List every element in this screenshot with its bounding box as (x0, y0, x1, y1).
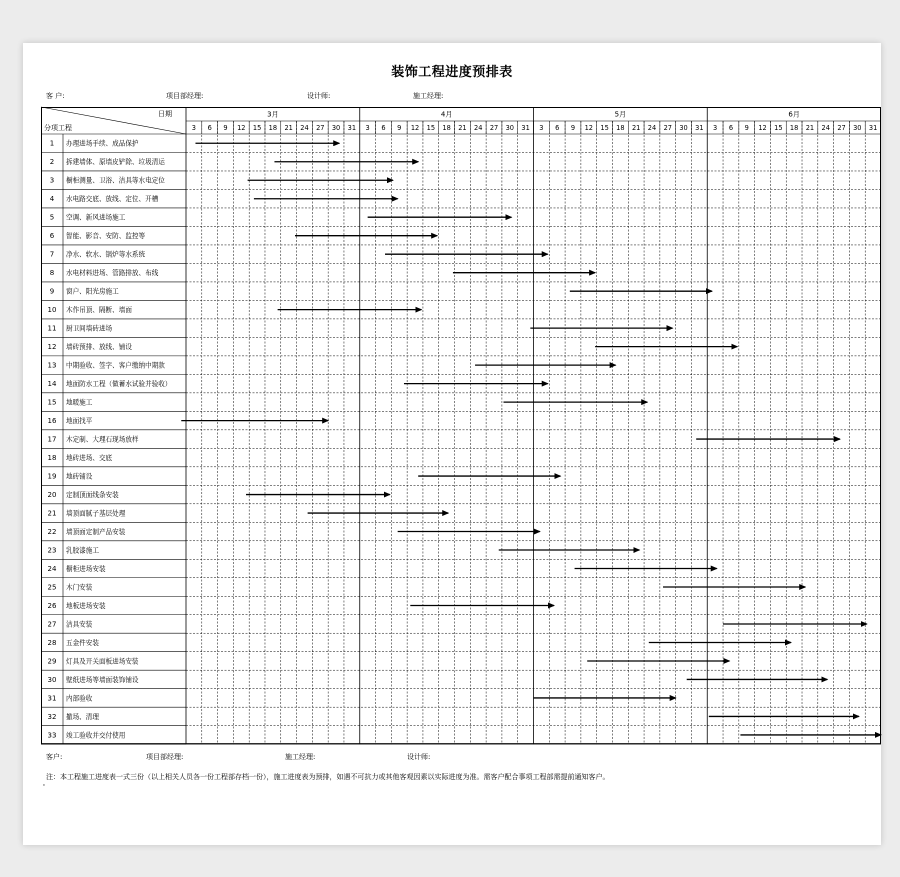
task-number: 2 (49, 158, 55, 167)
task-name: 橱柜进场安装 (66, 565, 106, 574)
footnote: 注：本工程施工进度表一式三份（以上相关人员各一份工程部存档一份），施工进度表为预排，如遇不可抗力或其他客观因素以实际进度为准。需客户配合事项工程部需提前通知客户。 (46, 773, 610, 781)
task-name: 中期验收、签字、客户缴纳中期款 (66, 361, 165, 370)
day-label: 24 (474, 124, 483, 132)
task-name: 墙顶面腻子基层处理 (66, 509, 126, 518)
task-name: 地砖铺设 (66, 472, 93, 481)
day-label: 31 (695, 124, 704, 132)
task-number: 10 (47, 306, 57, 315)
task-name: 木门安装 (66, 583, 93, 592)
month-label: 4月 (440, 110, 453, 119)
task-number: 8 (49, 269, 55, 278)
day-label: 30 (679, 124, 688, 132)
task-number: 24 (47, 565, 57, 574)
task-number: 14 (47, 380, 57, 389)
day-label: 18 (616, 124, 625, 132)
task-name: 木定制、大理石现场放样 (66, 435, 139, 444)
month-label: 3月 (267, 110, 279, 119)
month-label: 6月 (788, 110, 800, 119)
footer-customer-label: 客户: (46, 753, 63, 761)
task-number: 19 (47, 472, 57, 481)
task-name: 地板进场安装 (66, 601, 106, 610)
task-number: 13 (47, 361, 57, 370)
task-name: 墙顶面定制产品安装 (66, 528, 126, 537)
day-label: 18 (442, 124, 451, 132)
day-label: 6 (207, 124, 212, 132)
task-number: 12 (47, 343, 57, 352)
task-number: 6 (49, 232, 55, 241)
header-customer-label: 客 户: (46, 92, 65, 100)
task-name: 洁具安装 (66, 620, 93, 629)
day-label: 6 (728, 124, 734, 132)
task-number: 31 (47, 694, 57, 703)
task-number: 22 (47, 528, 57, 537)
task-number: 17 (47, 435, 57, 444)
day-label: 30 (331, 124, 341, 132)
task-name: 橱柜测量、卫浴、洁具等水电定位 (66, 176, 165, 185)
task-name: 五金件安装 (66, 638, 99, 647)
month-label: 5月 (614, 110, 627, 119)
task-name: 水电路交底、放线、定位、开槽 (66, 195, 159, 204)
task-number: 9 (49, 287, 55, 296)
task-name: 净水、软水、锅炉等水系统 (66, 250, 146, 259)
task-name: 窗户、阳光房施工 (66, 287, 119, 296)
task-number: 21 (47, 509, 57, 518)
task-name: 水电材料进场、管路排放、布线 (66, 269, 159, 278)
footer-site-manager-label: 施工经理: (285, 753, 316, 761)
task-number: 29 (47, 657, 57, 666)
day-label: 3 (191, 124, 196, 132)
day-label: 15 (426, 124, 436, 132)
task-name: 地暖施工 (66, 398, 93, 407)
corner-date-label: 日期 (158, 110, 172, 118)
task-number: 18 (47, 454, 57, 463)
day-label: 31 (347, 124, 357, 132)
task-number: 1 (49, 139, 55, 148)
day-label: 27 (837, 124, 846, 132)
header-designer-label: 设计师: (307, 92, 331, 100)
day-label: 9 (570, 124, 576, 132)
day-label: 12 (584, 124, 593, 132)
header-project-manager-label: 项目部经理: (166, 92, 204, 100)
day-label: 15 (774, 124, 783, 132)
day-label: 12 (237, 124, 246, 132)
day-label: 27 (663, 124, 672, 132)
day-label: 6 (381, 124, 386, 132)
day-label: 27 (489, 124, 499, 132)
task-number: 27 (47, 620, 57, 629)
task-number: 33 (47, 731, 57, 740)
page-title: 装饰工程进度预排表 (391, 65, 513, 80)
task-number: 20 (47, 491, 57, 500)
task-number: 25 (47, 583, 57, 592)
day-label: 3 (713, 124, 718, 132)
task-name: 地砖进场、交底 (66, 454, 113, 463)
header-site-manager-label: 施工经理: (413, 92, 444, 100)
task-number: 7 (49, 250, 55, 259)
day-label: 12 (410, 124, 420, 132)
day-label: 15 (600, 124, 609, 132)
footer-project-manager-label: 项目部经理: (146, 753, 184, 761)
day-label: 30 (505, 124, 515, 132)
task-number: 16 (47, 417, 57, 426)
day-label: 12 (758, 124, 767, 132)
schedule-sheet (23, 43, 881, 845)
day-label: 21 (805, 124, 815, 132)
day-label: 9 (397, 124, 402, 132)
footnote-mark: ' (43, 783, 45, 791)
day-label: 30 (853, 124, 862, 132)
task-name: 定制顶面线条安装 (66, 491, 119, 500)
task-number: 30 (47, 675, 57, 684)
day-label: 15 (252, 124, 262, 132)
task-name: 办理进场手续、成品保护 (66, 139, 139, 148)
task-name: 乳胶漆施工 (66, 546, 99, 555)
task-number: 5 (49, 213, 55, 222)
task-name: 地面找平 (66, 417, 93, 426)
task-number: 32 (47, 712, 57, 721)
task-name: 壁纸进场等墙面装饰铺设 (66, 675, 139, 684)
day-label: 9 (223, 124, 228, 132)
day-label: 24 (647, 124, 657, 132)
task-name: 撤场、清理 (66, 712, 99, 721)
corner-item-label: 分项工程 (44, 124, 72, 132)
day-label: 9 (744, 124, 749, 132)
task-name: 竣工验收并交付使用 (66, 731, 126, 740)
task-name: 内部验收 (66, 694, 93, 703)
footer-designer-label: 设计师: (407, 753, 431, 761)
task-number: 11 (47, 324, 57, 333)
day-label: 31 (521, 124, 530, 132)
day-label: 21 (284, 124, 293, 132)
task-number: 23 (47, 546, 57, 555)
task-number: 26 (47, 601, 57, 610)
task-name: 木作吊顶、隔断、墙面 (66, 306, 132, 315)
task-name: 厨卫间墙砖进场 (66, 324, 113, 333)
task-number: 4 (49, 195, 55, 204)
gantt-table (41, 107, 881, 744)
day-label: 3 (539, 124, 544, 132)
task-number: 15 (47, 398, 57, 407)
day-label: 6 (555, 124, 560, 132)
day-label: 24 (821, 124, 830, 132)
day-label: 3 (365, 124, 370, 132)
day-label: 21 (631, 124, 641, 132)
task-number: 3 (49, 176, 55, 185)
day-label: 31 (868, 124, 878, 132)
task-name: 灯具及开关面板进场安装 (66, 657, 139, 666)
task-number: 28 (47, 638, 57, 647)
day-label: 21 (458, 124, 467, 132)
task-name: 地面防水工程（做蓄水试验并验收） (66, 380, 172, 389)
task-name: 墙砖预排、放线、铺设 (66, 343, 132, 352)
task-name: 智能、影音、安防、监控等 (66, 232, 146, 241)
day-label: 18 (268, 124, 278, 132)
task-name: 空调、新风进场施工 (66, 213, 126, 222)
day-label: 27 (316, 124, 325, 132)
day-label: 24 (300, 124, 309, 132)
day-label: 18 (789, 124, 799, 132)
task-name: 拆建墙体、原墙皮铲除、垃圾清运 (66, 158, 165, 167)
